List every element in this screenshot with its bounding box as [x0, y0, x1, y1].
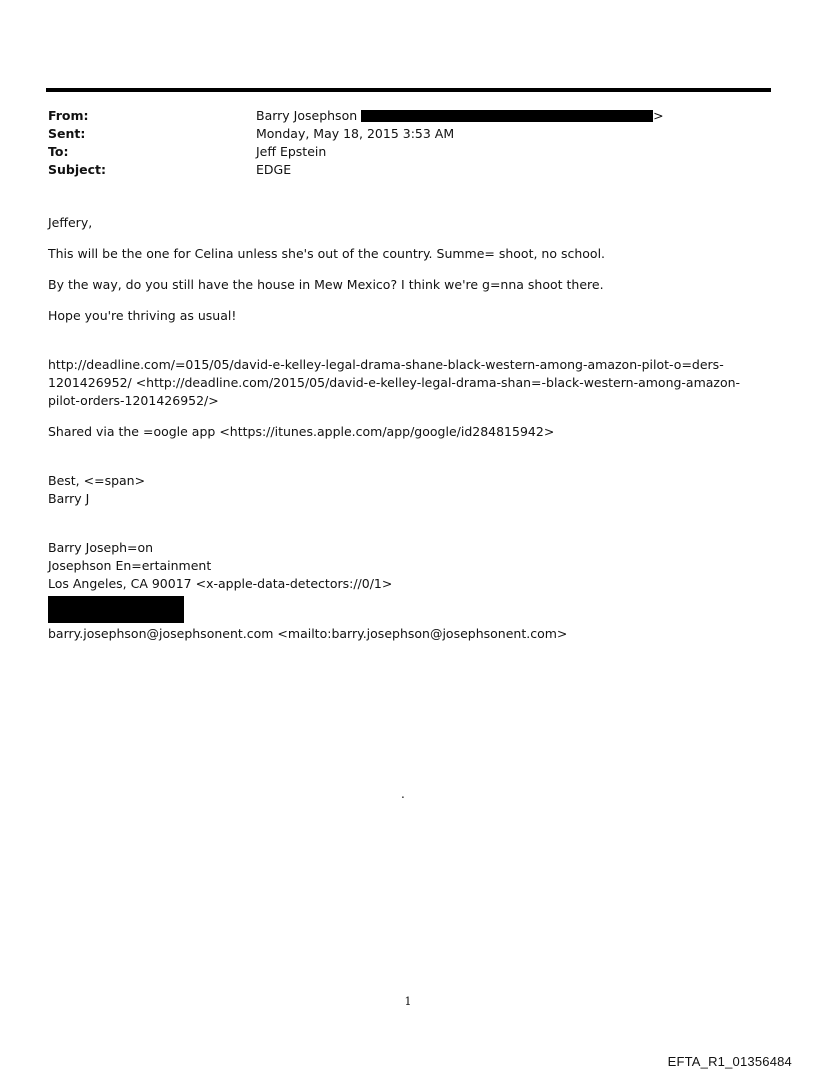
paragraph-1: This will be the one for Celina unless she's out of the country. Summe= shoot, no school. — [48, 246, 606, 261]
link-block: http://deadline.com/=015/05/david-e-kelley-legal-drama-shane-black-western-among-amazon-pilot-o=ders-1201426952/ <http://deadline.com/2015/05/david-e-kelley-legal-drama-shan=-black-western-among-amazon-pilot-orders-1201426952/> — [48, 357, 741, 408]
header-rule — [46, 88, 771, 92]
sent-row — [48, 125, 768, 143]
email-body — [48, 214, 758, 643]
email-header — [48, 107, 768, 179]
bates-number: EFTA_R1_01356484 — [667, 1054, 792, 1069]
subject-value: EDGE — [256, 162, 292, 177]
paragraph-3: Hope you're thriving as usual! — [48, 308, 237, 323]
signature-address: Los Angeles, CA 90017 <x-apple-data-detectors://0/1> — [48, 576, 393, 591]
from-row — [48, 107, 768, 125]
from-close: > — [653, 108, 664, 123]
signature-email: barry.josephson@josephsonent.com <mailto:barry.josephson@josephsonent.com> — [48, 626, 568, 641]
stray-mark: . — [401, 787, 405, 801]
subject-label: Subject: — [48, 162, 106, 177]
signature-company: Josephson En=ertainment — [48, 558, 212, 573]
redaction-block — [361, 110, 653, 122]
sent-value: Monday, May 18, 2015 3:53 AM — [256, 126, 455, 141]
signature-name: Barry Joseph=on — [48, 540, 154, 555]
from-name: Barry Josephson — [256, 108, 358, 123]
subject-row — [48, 161, 768, 179]
signoff-name: Barry J — [48, 491, 90, 506]
to-row — [48, 143, 768, 161]
from-value — [256, 107, 664, 125]
greeting: Jeffery, — [48, 215, 93, 230]
paragraph-2: By the way, do you still have the house in Mew Mexico? I think we're g=nna shoot there. — [48, 277, 604, 292]
sent-label: Sent: — [48, 126, 86, 141]
to-label: To: — [48, 144, 69, 159]
redaction-block — [48, 596, 184, 623]
to-value: Jeff Epstein — [256, 144, 327, 159]
signoff: Best, <=span> — [48, 473, 146, 488]
shared-line: Shared via the =oogle app <https://itunes.apple.com/app/google/id284815942> — [48, 424, 555, 439]
from-label: From: — [48, 108, 89, 123]
page-number: 1 — [404, 995, 412, 1008]
